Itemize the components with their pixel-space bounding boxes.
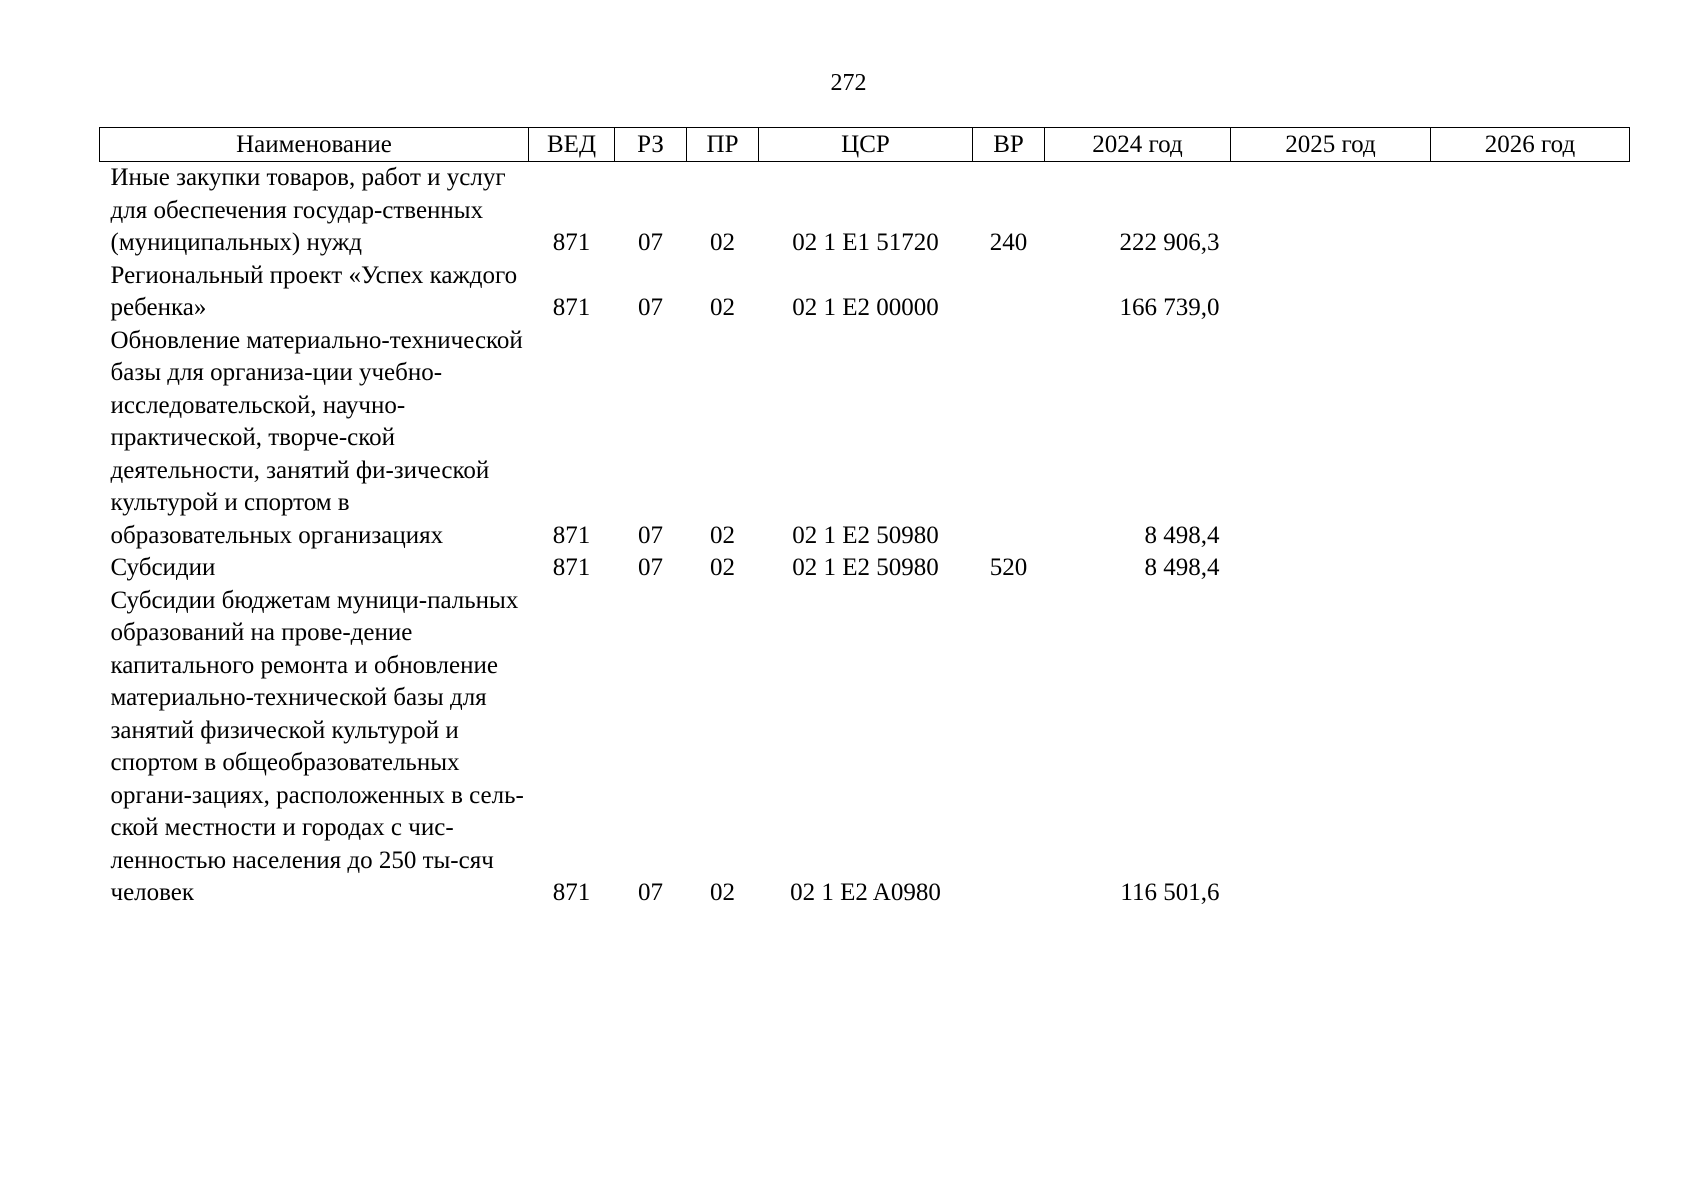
row-2024: 8 498,4 [1144, 521, 1220, 549]
row-pr: 02 [710, 521, 735, 549]
row-2024: 222 906,3 [1119, 229, 1220, 256]
row-vr [973, 325, 1045, 553]
row-vr [973, 260, 1045, 325]
table-row [100, 162, 1630, 260]
row-pr: 02 [710, 294, 735, 321]
header-2025: 2025 год [1231, 128, 1431, 162]
row-csr: 02 1 E2 50980 [792, 554, 939, 581]
row-2025 [1231, 162, 1431, 260]
row-rz: 07 [638, 879, 663, 906]
row-csr: 02 1 E2 50980 [792, 521, 939, 549]
row-2026 [1431, 325, 1630, 553]
row-2025 [1231, 325, 1431, 553]
header-name: Наименование [100, 128, 529, 162]
row-ved: 871 [552, 879, 591, 906]
header-rz: РЗ [615, 128, 687, 162]
row-vr: 240 [989, 229, 1028, 256]
header-ved: ВЕД [529, 128, 615, 162]
row-rz: 07 [638, 521, 663, 549]
row-ved: 871 [552, 521, 591, 549]
row-rz: 07 [638, 294, 663, 321]
row-name: Региональный проект «Успех каждого ребенка» [110, 261, 518, 321]
table-row [100, 585, 1630, 910]
row-2026 [1431, 585, 1630, 910]
table-row [100, 325, 1630, 553]
row-vr [973, 585, 1045, 910]
row-rz: 07 [638, 554, 663, 581]
header-2026: 2026 год [1431, 128, 1630, 162]
row-ved: 871 [552, 554, 591, 581]
row-ved: 871 [552, 229, 591, 256]
row-2026 [1431, 260, 1630, 325]
row-pr: 02 [710, 229, 735, 256]
table-row [100, 552, 1630, 585]
row-2026 [1431, 162, 1630, 260]
row-2025 [1231, 585, 1431, 910]
row-csr: 02 1 E2 00000 [792, 294, 939, 321]
row-2024: 166 739,0 [1119, 294, 1220, 321]
table-body [100, 162, 1630, 910]
header-row [100, 128, 1630, 162]
row-name: Субсидии бюджетам муници-пальных образований на прове-дение капитального ремонта и обновление материально-технической базы для занятий физической культурой и спортом в общеобразовательных органи-зациях, расположенных в сель-ской местности и городах с чис-ленностью населения до 250 ты-сяч человек [110, 586, 524, 906]
header-pr: ПР [687, 128, 759, 162]
row-vr: 520 [989, 554, 1028, 581]
row-2024: 116 501,6 [1120, 879, 1220, 906]
header-vr: ВР [973, 128, 1045, 162]
row-csr: 02 1 E2 A0980 [790, 879, 941, 906]
row-name: Обновление материально-технической базы для организа-ции учебно-исследовательской, научно-практической, творче-ской деятельности, занятий фи-зической культурой и спортом в образовательных организациях [110, 326, 523, 549]
row-2025 [1231, 552, 1431, 585]
row-name: Иные закупки товаров, работ и услуг для обеспечения государ-ственных (муниципальных) нужд [110, 164, 506, 256]
row-2024: 8 498,4 [1144, 554, 1220, 581]
row-pr: 02 [710, 879, 735, 906]
row-csr: 02 1 E1 51720 [792, 229, 939, 256]
header-csr: ЦСР [759, 128, 973, 162]
row-2026 [1431, 552, 1630, 585]
row-pr: 02 [710, 554, 735, 581]
row-ved: 871 [552, 294, 591, 321]
row-rz: 07 [638, 229, 663, 256]
page-number: 272 [830, 70, 867, 96]
row-name: Субсидии [110, 554, 216, 581]
budget-table [99, 127, 1630, 910]
header-2024: 2024 год [1045, 128, 1231, 162]
row-2025 [1231, 260, 1431, 325]
table-header [100, 128, 1630, 162]
table-row [100, 260, 1630, 325]
